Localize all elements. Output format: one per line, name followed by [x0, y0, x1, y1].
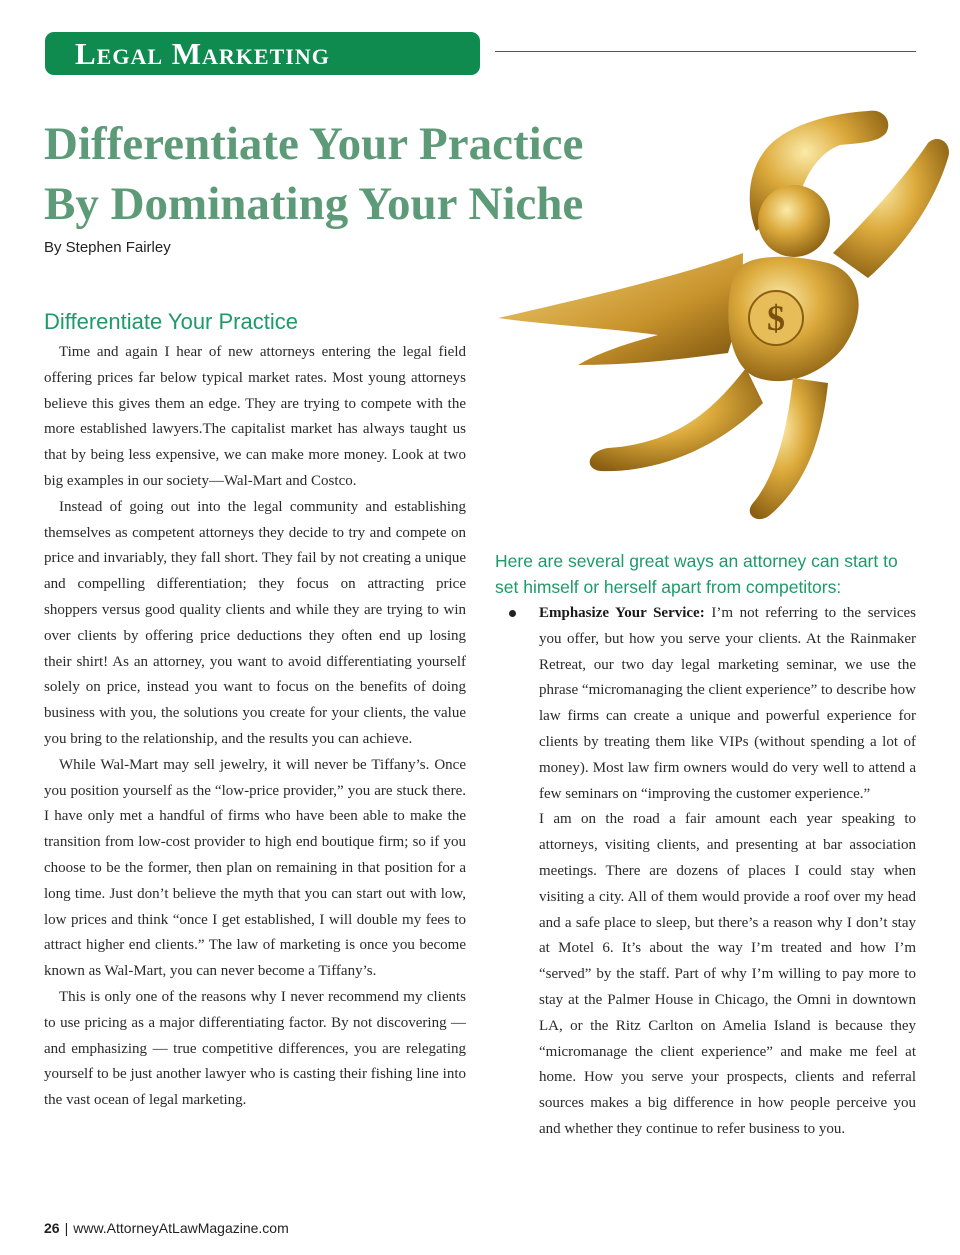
bullet-text — [539, 601, 916, 807]
section-tag: Legal Marketing — [45, 32, 480, 75]
headline-line-1: Differentiate Your Practice — [44, 118, 584, 170]
left-column — [44, 307, 466, 1114]
paragraph: While Wal-Mart may sell jewelry, it will never be Tiffany’s. Once you position yourself as the “low-price provider,” you are stuck there. I have only met a handful of firms who have been able to make the transition from low-cost provider to high end boutique firm; so if you choose to be the former, then plan on remaining in that position for a long time. Just don’t believe the myth that you can start out with low, low prices and think “once I get established, I will double my fees to attract higher end clients.” The law of marketing is once you become known as Wal-Mart, you can never become a Tiffany’s. — [44, 756, 466, 980]
bullet-item — [495, 601, 916, 1143]
footer-site-link[interactable]: www.AttorneyAtLawMagazine.com — [73, 1220, 289, 1236]
leg-right — [750, 378, 828, 519]
footer-separator: | — [64, 1220, 69, 1236]
dollar-sign: $ — [767, 298, 785, 338]
page-number: 26 — [44, 1220, 60, 1236]
paragraph: This is only one of the reasons why I never recommend my clients to use pricing as a major differentiating factor. By not discovering — and emphasizing — true competitive differences, you are relegating yourself to be just another lawyer who is casting their fishing line into the vast ocean of legal marketing. — [44, 988, 466, 1109]
header-divider — [495, 51, 916, 52]
tips-subhead: Here are several great ways an attorney can start to set himself or herself apart from competitors: — [495, 551, 898, 597]
paragraph: Time and again I hear of new attorneys entering the legal field offering prices far below typical market rates. Most young attorneys believe this gives them an edge. They are trying to compete with the more established lawyers.The capitalist market has always taught us that by being less expensive, we can make more money. Look at two big examples in our society—Wal-Mart and Costco. — [44, 344, 466, 489]
section-subhead: Differentiate Your Practice — [44, 309, 298, 334]
headline-line-2: By Dominating Your Niche — [44, 178, 584, 230]
gold-superhero-icon — [488, 103, 960, 523]
byline: By Stephen Fairley — [44, 239, 171, 256]
cape-shape — [498, 253, 743, 365]
bullet-body: I’m not referring to the services you offer, but how you serve your clients. At the Rainmaker Retreat, our two day legal marketing seminar, we use the phrase “micromanaging the client experience” to describe how law firms can create a unique and powerful experience for clients by treating them like VIPs (without spending a lot of money). Most law firm owners would do very well to attend a few seminars on “improving the customer experience.” — [539, 605, 917, 802]
page-footer — [44, 1220, 289, 1236]
leg-left — [590, 368, 763, 471]
bullet-continuation: I am on the road a fair amount each year speaking to attorneys, visiting clients, and presenting at bar association meetings. There are dozens of places I could stay when visiting a city. All of them would provide a roof over my head and a safe place to sleep, but there’s a reason why I don’t stay at Motel 6. It’s about the way I’m treated and how I’m “served” by the staff. Part of why I’m willing to pay more to stay at the Palmer House in Chicago, the Omni in downtown LA, or the Ritz Carlton on Amelia Island is because they “micromanage the client experience” and make me feel at home. How you serve your prospects, clients and referral sources makes a big difference in how people perceive you and whether they continue to refer business to you. — [539, 811, 916, 1137]
head — [758, 185, 830, 257]
side-arm — [833, 139, 949, 278]
bullet-lead: Emphasize Your Service: — [539, 605, 705, 621]
bullet-icon — [509, 610, 516, 617]
right-column — [495, 548, 916, 1143]
paragraph: Instead of going out into the legal community and establishing themselves as competent attorneys they decide to try and compete on price and invariably, they fall short. They fail by not creating a unique and compelling differentiation; they focus on attracting price shoppers versus good quality clients and while they are trying to win over clients by offering price deductions they often end up losing their shirt! As an attorney, you want to avoid differentiating yourself solely on price, instead you want to focus on the benefits of doing business with you, the solutions you create for your clients, the value you bring to the relationship, and the results you can achieve. — [44, 498, 466, 747]
